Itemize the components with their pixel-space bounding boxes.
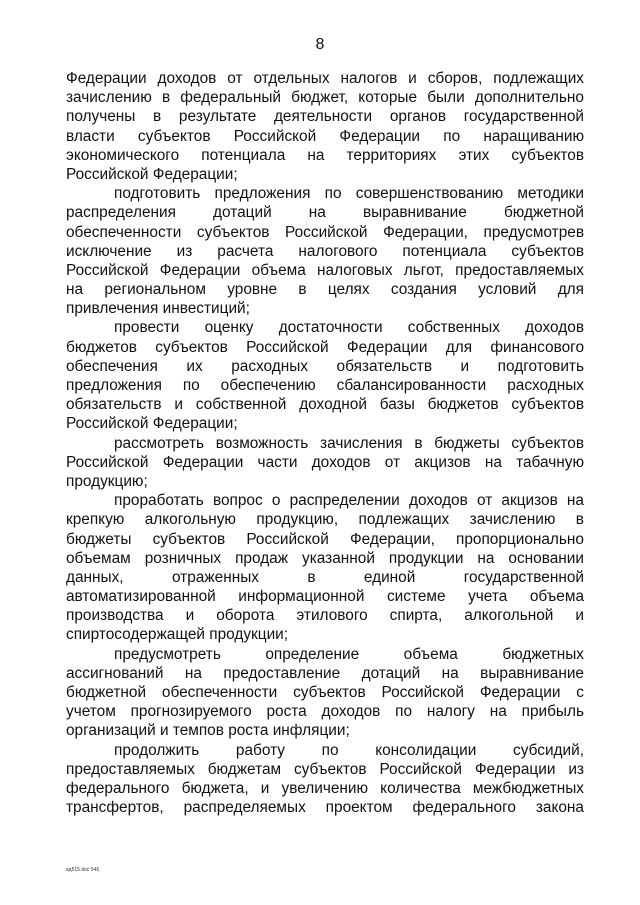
text-line: на региональном уровне в целях создания условий для [66, 281, 584, 299]
text-line: трансфертов, распределяемых проектом федерального закона [66, 799, 584, 817]
text-line: рассмотреть возможность зачисления в бюджеты субъектов [114, 434, 584, 452]
text-line: ассигнований на предоставление дотаций на выравнивание [66, 664, 584, 682]
text-line: обеспеченности субъектов Российской Федерации, предусмотрев [66, 223, 584, 241]
text-line: автоматизированной информационной системе учета объема [66, 588, 584, 606]
text-line: крепкую алкогольную продукцию, подлежащих зачислению в [66, 511, 584, 529]
text-line: спиртосодержащей продукции; [66, 626, 289, 644]
text-line: бюджетной обеспеченности субъектов Российской Федерации с [66, 684, 584, 701]
text-line: учетом прогнозируемого роста доходов по налогу на прибыль [66, 703, 584, 721]
text-line: получены в результате деятельности органов государственной [66, 108, 584, 126]
text-line: продукцию; [66, 472, 148, 490]
text-line: бюджеты субъектов Российской Федерации, пропорционально [66, 530, 584, 548]
text-line: бюджетов субъектов Российской Федерации для финансового [66, 338, 584, 356]
text-line: производства и оборота этилового спирта, алкогольной и [66, 607, 584, 625]
text-line: Российской Федерации; [66, 165, 238, 183]
page-number: 8 [315, 36, 325, 53]
text-line: обязательств и собственной доходной базы бюджетов субъектов [66, 396, 584, 414]
text-line: Федерации доходов от отдельных налогов и сборов, подлежащих [66, 70, 584, 87]
text-line: проработать вопрос о распределении доходов от акцизов на [114, 492, 584, 510]
text-line: привлечения инвестиций; [66, 300, 250, 318]
text-line: исключение из расчета налогового потенциала субъектов [66, 242, 584, 260]
text-line: Российской Федерации части доходов от акцизов на табачную [66, 453, 584, 471]
text-line: Российской Федерации; [66, 415, 238, 433]
text-line: данных, отраженных в единой государственной [66, 568, 584, 586]
text-line: власти субъектов Российской Федерации по наращиванию [66, 127, 584, 145]
text-line: обеспечения их расходных обязательств и подготовить [66, 357, 584, 375]
text-line: объемам розничных продаж указанной продукции на основании [66, 549, 584, 567]
text-line: продолжить работу по консолидации субсидий, [114, 741, 584, 759]
footer-file-label: ед515.doc 546 [66, 867, 100, 873]
text-line: подготовить предложения по совершенствованию методики [114, 185, 584, 203]
text-line: предусмотреть определение объема бюджетных [114, 645, 584, 663]
body-text [66, 69, 584, 817]
text-line: экономического потенциала на территориях этих субъектов [66, 146, 584, 164]
text-line: Российской Федерации объема налоговых льгот, предоставляемых [66, 261, 584, 279]
text-line: федерального бюджета, и увеличению количества межбюджетных [66, 779, 584, 797]
text-line: зачислению в федеральный бюджет, которые были дополнительно [66, 89, 584, 107]
text-line: распределения дотаций на выравнивание бюджетной [66, 204, 584, 222]
text-line: предложения по обеспечению сбалансированности расходных [66, 377, 584, 394]
text-line: предоставляемых бюджетам субъектов Российской Федерации из [66, 760, 584, 778]
text-line: провести оценку достаточности собственных доходов [114, 319, 584, 337]
text-line: организаций и темпов роста инфляции; [66, 722, 350, 740]
